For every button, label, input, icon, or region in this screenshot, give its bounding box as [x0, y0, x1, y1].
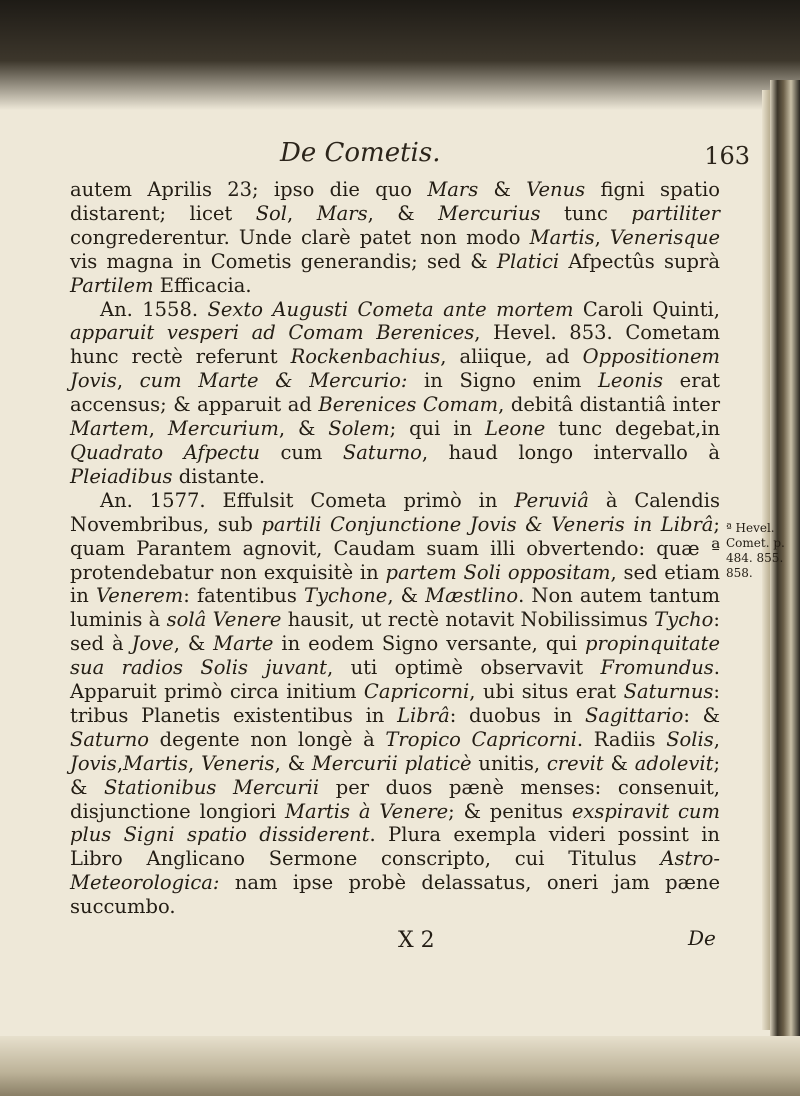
italic-phrase: Sexto Augusti Cometa ante mortem	[207, 297, 574, 321]
text-run: , uti optimè observavit	[327, 656, 601, 680]
italic-phrase: Mercurius	[438, 201, 541, 225]
text-run: vis magna in Cometis generandis; sed &	[70, 249, 497, 273]
italic-phrase: Veneris	[201, 751, 275, 775]
italic-phrase: Quadrato Afpectu	[70, 440, 260, 464]
text-run: An. 1577. Effulsit Cometa primò in	[100, 488, 515, 512]
text-run: , &	[367, 201, 439, 225]
italic-phrase: Librâ	[397, 703, 450, 727]
page-number: 163	[704, 142, 750, 170]
italic-phrase: apparuit vesperi ad Comam Berenices	[70, 321, 475, 345]
text-run: ; qui in	[389, 417, 485, 441]
text-run: , &	[387, 584, 426, 608]
italic-phrase: Venerem	[95, 584, 184, 608]
text-run: , haud longo intervallo à	[421, 440, 721, 464]
text-run: : &	[683, 703, 720, 727]
text-run: . Radiis	[576, 727, 667, 751]
text-run: , &	[278, 417, 329, 441]
text-run: &	[478, 178, 527, 201]
margin-note-line: 484. 855.	[726, 551, 784, 565]
text-run: distante.	[172, 464, 266, 488]
italic-phrase: Stationibus Mercurii	[103, 775, 320, 799]
text-run: tunc degebat,in	[545, 417, 720, 441]
text-run: congrederentur. Unde clarè patet non modo	[70, 225, 530, 249]
italic-phrase: Marte	[213, 632, 274, 656]
text-run: ; &	[70, 751, 721, 799]
italic-phrase: Partilem	[70, 273, 154, 297]
text-run: degente non longè à	[149, 727, 386, 751]
text-run: . Plura exempla videri possint in Libro Anglicano Sermone conscripto, cui Titulus	[70, 823, 720, 871]
text-run: à Calendis Novembribus, sub	[70, 488, 720, 536]
text-run: : sed à	[70, 608, 720, 656]
text-run: An. 1558.	[100, 297, 208, 321]
text-run: ,	[188, 751, 202, 775]
italic-phrase: Leone	[484, 417, 546, 441]
text-run: ; & penitus	[448, 799, 572, 823]
body-text	[70, 178, 720, 919]
italic-phrase: Pleiadibus	[70, 464, 173, 488]
text-run: ,	[116, 369, 140, 393]
text-run: , &	[173, 632, 214, 656]
italic-phrase: Peruviâ	[514, 488, 589, 512]
italic-phrase: Solis	[666, 727, 714, 751]
paragraph	[70, 489, 720, 919]
bottom-shadow	[0, 1036, 800, 1096]
italic-phrase: Mars	[427, 178, 479, 201]
text-run: in Signo enim	[407, 369, 598, 393]
paragraph	[70, 178, 720, 298]
italic-phrase: partili Conjunctione Jovis & Veneris in Librâ	[261, 512, 714, 536]
italic-phrase: exspiravit cum plus Signi spatio dissiderent	[70, 799, 720, 847]
margin-note-line: ª Hevel.	[726, 521, 775, 535]
italic-phrase: Jove	[131, 632, 174, 656]
text-run: , aliique, ad	[440, 345, 583, 369]
italic-phrase: Leonis	[597, 369, 664, 393]
text-run: : tribus Planetis existentibus in	[70, 680, 720, 727]
italic-phrase: Sol	[255, 201, 288, 225]
paragraph	[70, 298, 720, 489]
italic-phrase: Martis à Venere	[285, 799, 449, 823]
text-run: tunc	[540, 201, 632, 225]
italic-phrase: Oppositionem Jovis	[70, 345, 720, 393]
italic-phrase: Venerisque	[609, 225, 720, 249]
italic-phrase: cum Marte & Mercurio:	[139, 369, 408, 393]
text-run: Caroli Quinti,	[573, 297, 720, 321]
italic-phrase: partem Soli oppositam	[385, 560, 611, 584]
text-run: nam ipse probè delassatus, oneri jam pæne succumbo.	[70, 871, 720, 919]
italic-phrase: Mars	[316, 201, 368, 225]
italic-phrase: Tropico Capricorni	[385, 727, 577, 751]
text-run: , Hevel. 853. Cometam hunc rectè referunt	[70, 321, 720, 369]
text-run: unitis,	[471, 751, 547, 775]
text-run: erat accensus; & apparuit ad	[70, 369, 720, 417]
text-run: autem Aprilis 23; ipso die quo	[70, 178, 428, 201]
signature-mark: X 2	[398, 928, 435, 953]
running-title: De Cometis.	[280, 138, 441, 168]
italic-phrase: Mercurium	[167, 417, 279, 441]
margin-note-line: 858.	[726, 566, 753, 580]
italic-phrase: Astro-Meteorologica:	[70, 847, 720, 895]
italic-phrase: Tychone	[303, 584, 388, 608]
italic-phrase: Saturno	[342, 440, 422, 464]
text-run: , debitâ distantiâ inter	[498, 393, 721, 417]
text-run: cum	[259, 440, 343, 464]
text-run: ,	[594, 225, 610, 249]
catchword: De	[688, 926, 716, 950]
text-run: : duobus in	[449, 703, 586, 727]
text-run: ; quam Parantem agnovit, Caudam suam illi obvertendo: quæ ª protendebatur non exquisitè in	[70, 512, 720, 584]
text-run: , ubi situs erat	[469, 680, 624, 704]
italic-phrase: crevit	[546, 751, 604, 775]
italic-phrase: Mercurii platicè	[311, 751, 472, 775]
text-run: . Non autem tantum luminis à	[70, 584, 720, 632]
italic-phrase: Sagittario	[585, 703, 684, 727]
italic-phrase: Martis	[529, 225, 595, 249]
italic-phrase: solâ Venere	[166, 608, 282, 632]
text-run: ,	[287, 201, 317, 225]
margin-note	[726, 521, 796, 581]
italic-phrase: Fromundus	[600, 656, 714, 680]
text-run: ,	[148, 417, 168, 441]
text-run: Afpectûs suprà	[559, 249, 720, 273]
italic-phrase: Saturnus	[623, 680, 714, 704]
text-run: , sed etiam in	[70, 560, 720, 608]
italic-phrase: partiliter	[631, 201, 720, 225]
italic-phrase: Tycho	[654, 608, 714, 632]
text-run: hausit, ut rectè notavit Nobilissimus	[281, 608, 655, 632]
top-shadow	[0, 0, 800, 110]
italic-phrase: Mæstlino	[425, 584, 519, 608]
italic-phrase: Platici	[496, 249, 560, 273]
text-run: , &	[274, 751, 312, 775]
text-run: figni spatio distarent; licet	[70, 178, 720, 225]
italic-phrase: Rockenbachius	[290, 345, 441, 369]
italic-phrase: Martem	[70, 417, 149, 441]
italic-phrase: Solem	[328, 417, 390, 441]
text-run: : fatentibus	[183, 584, 304, 608]
italic-phrase: Jovis	[70, 751, 117, 775]
italic-phrase: Capricorni	[363, 680, 470, 704]
italic-phrase: Martis	[123, 751, 189, 775]
text-run: &	[603, 751, 635, 775]
text-run: Efficacia.	[153, 273, 252, 297]
text-run: . Apparuit primò circa initium	[70, 656, 720, 704]
text-run: ,	[713, 727, 720, 751]
margin-note-line: Comet. p.	[726, 536, 785, 550]
text-run: per duos pænè menses: consenuit, disjunctione longiori	[70, 775, 720, 823]
italic-phrase: adolevit	[634, 751, 714, 775]
text-run: in eodem Signo versante, qui	[273, 632, 586, 656]
italic-phrase: Berenices Comam	[318, 393, 499, 417]
page-header	[60, 138, 760, 178]
italic-phrase: Venus	[526, 178, 586, 201]
text-run: ,	[116, 751, 124, 775]
italic-phrase: propinquitate sua radios Solis juvant	[70, 632, 720, 680]
italic-phrase: Saturno	[70, 727, 149, 751]
